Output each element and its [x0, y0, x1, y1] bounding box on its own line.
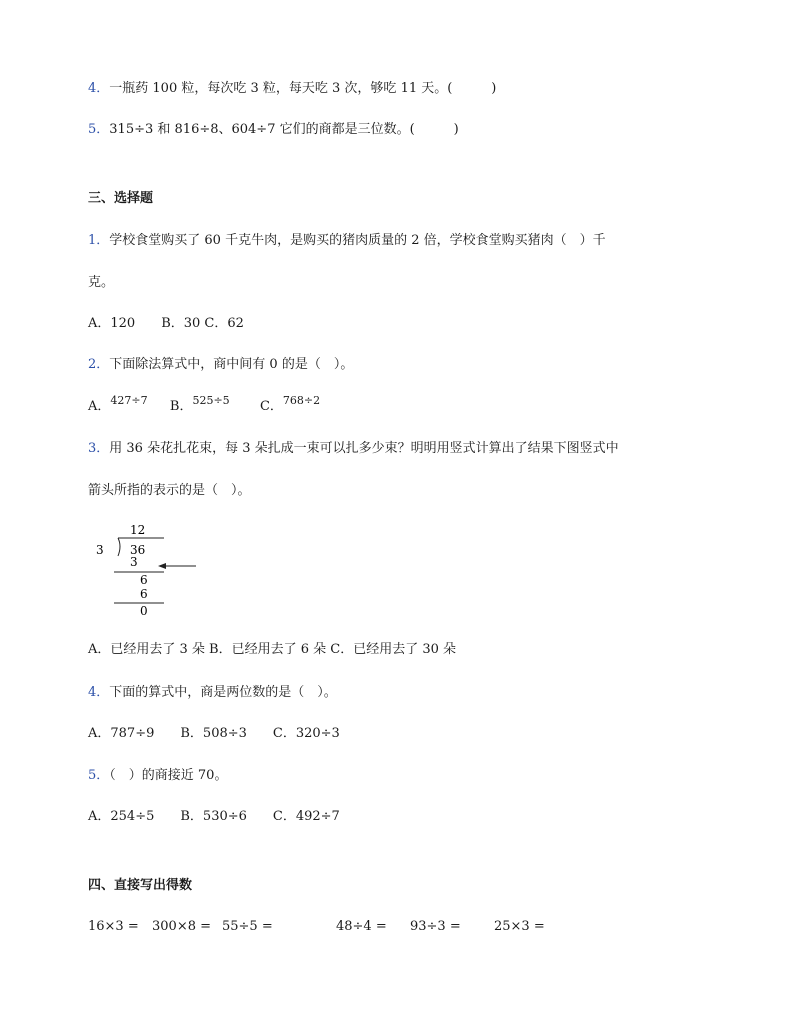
question-text: （ ）的商接近 70。: [109, 768, 228, 783]
question-number: 5．: [88, 122, 110, 137]
division-remainder: 0: [140, 604, 148, 618]
calc-item-5: 93÷3 =: [410, 919, 461, 934]
division-divisor: 3: [96, 543, 104, 557]
section-3-title: 三、选择题: [88, 191, 154, 206]
calc-item-6: 25×3 =: [494, 919, 545, 934]
choice-question-1-options: A．120 B．30 C．62: [88, 316, 244, 331]
option-c-expression: 768÷2: [282, 394, 321, 407]
choice-question-3-line1: [88, 440, 619, 458]
arrow-icon: [158, 563, 166, 569]
division-step-3: 6: [140, 587, 148, 601]
choice-question-5: [88, 767, 227, 785]
question-text: 下面除法算式中，商中间有 0 的是（ ）。: [109, 357, 354, 372]
calc-item-4: 48÷4 =: [336, 919, 387, 934]
choice-question-3-line2: 箭头所指的表示的是（ ）。: [88, 483, 251, 498]
division-quotient: 12: [130, 523, 146, 537]
choice-question-4: [88, 684, 337, 702]
judge-question-5: [88, 121, 459, 139]
option-a-expression: 427÷7: [110, 394, 148, 407]
question-number: 2．: [88, 357, 110, 372]
long-division-diagram: [88, 518, 208, 620]
question-text: 315÷3 和 816÷8、604÷7 它们的商都是三位数。( ): [109, 122, 459, 137]
option-c-label: C．: [259, 399, 283, 414]
calc-item-1: 16×3 =: [88, 919, 139, 934]
choice-question-1-line1: [88, 232, 606, 250]
option-b-expression: 525÷5: [192, 394, 230, 407]
division-bracket: [118, 538, 120, 556]
question-number: 1．: [88, 233, 110, 248]
question-number: 4．: [88, 81, 110, 96]
question-text: 学校食堂购买了 60 千克牛肉，是购买的猪肉质量的 2 倍，学校食堂购买猪肉（ ）千: [109, 233, 606, 248]
question-text: 一瓶药 100 粒，每次吃 3 粒，每天吃 3 次，够吃 11 天。( ): [109, 81, 497, 96]
judge-question-4: [88, 80, 496, 98]
division-dividend: 36: [130, 543, 146, 557]
option-b-label: B．: [169, 399, 193, 414]
division-step-1: 3: [130, 555, 138, 569]
question-number: 4．: [88, 685, 110, 700]
choice-question-4-options: A．787÷9 B．508÷3 C．320÷3: [88, 726, 340, 741]
calc-item-2: 300×8 =: [152, 919, 212, 934]
choice-question-5-options: A．254÷5 B．530÷6 C．492÷7: [88, 809, 340, 824]
choice-question-2: [88, 356, 353, 374]
question-number: 3．: [88, 441, 110, 456]
choice-question-1-line2: 克。: [88, 275, 115, 290]
question-number: 5．: [88, 768, 110, 783]
question-text: 用 36 朵花扎花束，每 3 朵扎成一束可以扎多少束？明明用竖式计算出了结果下图竖式中: [109, 441, 619, 456]
option-a-label: A．: [88, 399, 111, 414]
question-text: 下面的算式中，商是两位数的是（ ）。: [109, 685, 337, 700]
choice-question-3-options: A．已经用去了 3 朵 B．已经用去了 6 朵 C．已经用去了 30 朵: [88, 642, 457, 657]
division-step-2: 6: [140, 573, 148, 587]
calc-item-3: 55÷5 =: [222, 919, 273, 934]
section-4-title: 四、直接写出得数: [88, 878, 193, 893]
choice-question-2-options: [88, 394, 321, 416]
